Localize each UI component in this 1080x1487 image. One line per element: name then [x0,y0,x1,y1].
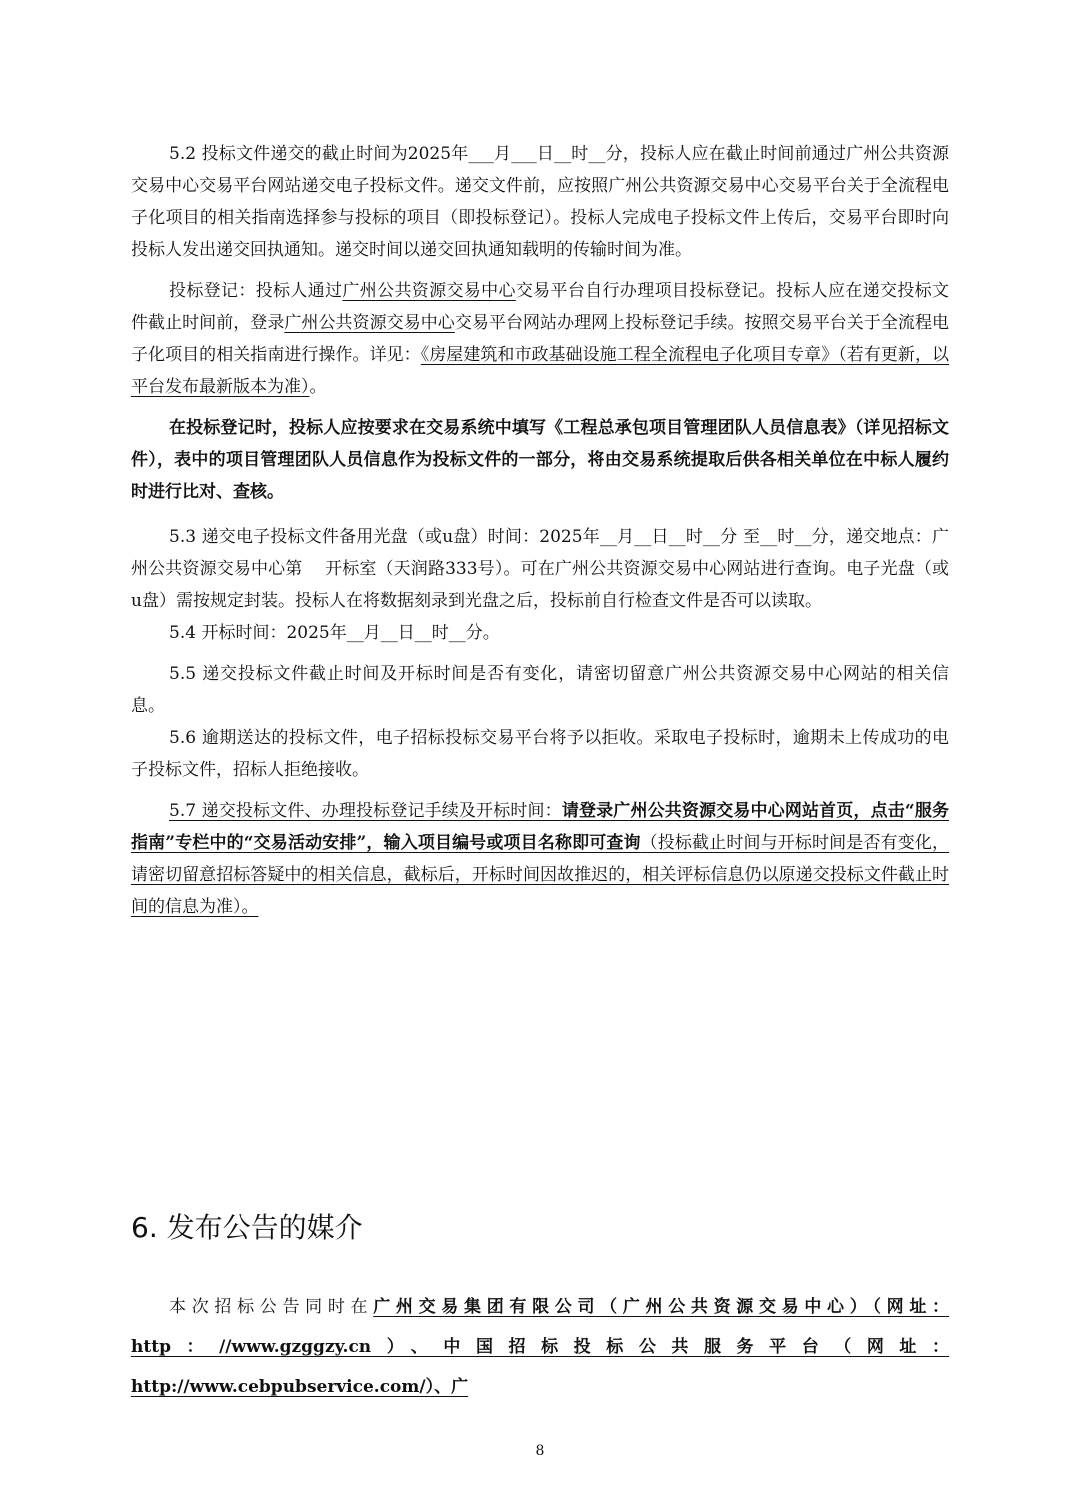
paragraph-registration-note: 在投标登记时，投标人应按要求在交易系统中填写《工程总承包项目管理团队人员信息表》（详见招标文件），表中的项目管理团队人员信息作为投标文件的一部分，将由交易系统提取后供各相关单位在中标人履约时进行比对、查核。 [131,418,949,502]
section-6-heading: 6. 发布公告的媒介 [131,1211,363,1244]
p57-lead: 5.7 递交投标文件、办理投标登记手续及开标时间： [169,801,562,821]
registration-text-a: 投标登记：投标人通过 [169,281,343,301]
registration-text-d: 。 [309,377,327,397]
registration-link-center-2[interactable]: 广州公共资源交易中心 [284,313,455,333]
paragraph-5-7 [131,795,949,923]
p57-instruction: 请登录广州公共资源交易中心网站首页，点击“服务指南”专栏中的“交易活动安排”，输入项目编号或项目名称即可查询 [131,801,949,853]
section-6-body [131,1287,949,1407]
p57-note: （投标截止时间与开标时间是否有变化，请密切留意招标答疑中的相关信息，截标后，开标时间因故推迟的，相关评标信息仍以原递交投标文件截止时间的信息为准）。 [131,833,949,917]
media-list: 广州交易集团有限公司（广州公共资源交易中心）（网址：http：//www.gzggzy.cn）、中国招标投标公共服务平台（网址：http://www.cebpubservice.com/）、广 [131,1297,950,1397]
registration-link-center-1[interactable]: 广州公共资源交易中心 [342,281,516,301]
paragraph-5-5: 5.5 递交投标文件截止时间及开标时间是否有变化，请密切留意广州公共资源交易中心网站的相关信息。 [131,664,949,716]
main-content [131,138,949,923]
page-number: 8 [535,1443,545,1459]
paragraph-5-4: 5.4 开标时间：2025年__月__日__时__分。 [169,623,500,643]
registration-text-c: 交易平台网站办理网上投标登记手续。按照交易平台关于全流程电子化项目的相关指南进行操作。详见： [131,313,950,365]
paragraph-media [131,1287,949,1407]
paragraph-5-6: 5.6 逾期送达的投标文件，电子招标投标交易平台将予以拒收。采取电子投标时，逾期未上传成功的电子投标文件，招标人拒绝接收。 [131,728,949,780]
paragraph-5-2: 5.2 投标文件递交的截止时间为2025年___月___日__时__分，投标人应在截止时间前通过广州公共资源交易中心交易平台网站递交电子投标文件。递交文件前，应按照广州公共资源交易中心交易平台关于全流程电子化项目的相关指南选择参与投标的项目（即投标登记）。投标人完成电子投标文件上传后，交易平台即时向投标人发出递交回执通知。递交时间以递交回执通知载明的传输时间为准。 [131,144,949,260]
paragraph-5-3: 5.3 递交电子投标文件备用光盘（或u盘）时间：2025年__月__日__时__分 至__时__分，递交地点：广州公共资源交易中心第 开标室（天润路333号）。可在广州公共资源交易中心网站进行查询。电子光盘（或u盘）需按规定封装。投标人在将数据刻录到光盘之后，投标前自行检查文件是否可以读取。 [131,527,949,611]
registration-text-b: 交易平台自行办理项目投标登记。投标人应在递交投标文件截止时间前，登录 [131,281,950,333]
paragraph-bid-registration [131,275,949,403]
media-intro: 本次招标公告同时在 [169,1297,374,1317]
registration-link-guide[interactable]: 《房屋建筑和市政基础设施工程全流程电子化项目专章》（若有更新，以平台发布最新版本为准） [131,345,950,397]
